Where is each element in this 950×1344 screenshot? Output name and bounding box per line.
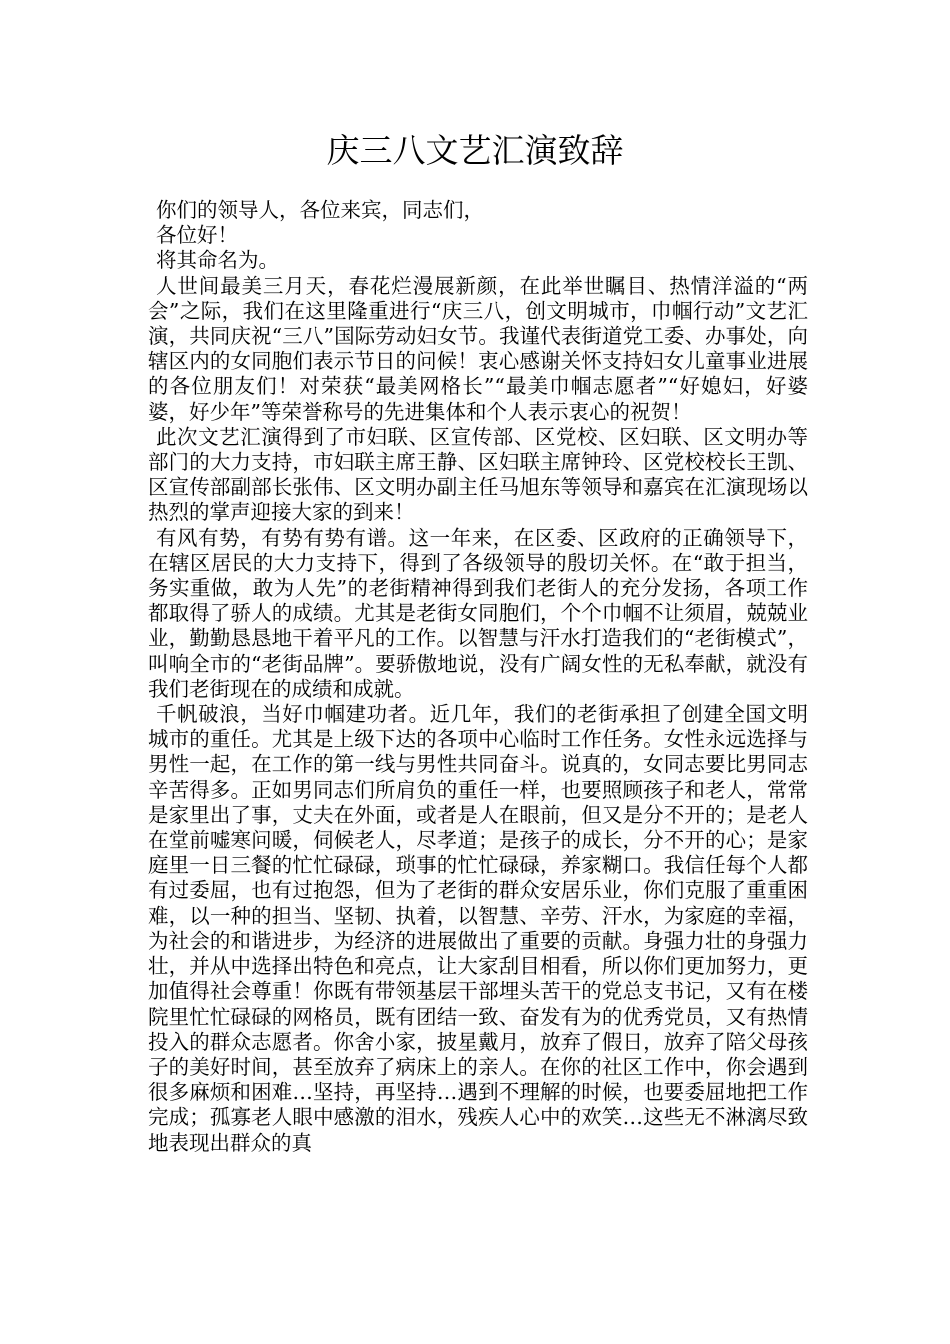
paragraph-contributions: 千帆破浪，当好巾帼建功者。近几年，我们的老街承担了创建全国文明城市的重任。尤其是上级下达的各项中心临时工作任务。女性永远选择与男性一起，在工作的第一线与男性共同奋斗。说真的，女同志要比男同志辛苦得多。正如男同志们所肩负的重任一样，也要照顾孩子和老人，常常是家里出了事，丈夫在外面，或者是人在眼前，但又是分不开的；是老人在堂前嘘寒问暖，伺候老人，尽孝道；是孩子的成长，分不开的心；是家庭里一日三餐的忙忙碌碌，琐事的忙忙碌碌，养家糊口。我信任每个人都有过委屈，也有过抱怨，但为了老街的群众安居乐业，你们克服了重重困难，以一种的担当、坚韧、执着，以智慧、辛劳、汗水，为家庭的幸福，为社会的和谐进步，为经济的进展做出了重要的贡献。身强力壮的身强力壮，并从中选择出特色和亮点，让大家刮目相看，所以你们更加努力，更加值得社会尊重！你既有带领基层干部埋头苦干的党总支书记，又有在楼院里忙忙碌碌的网格员，既有团结一致、奋发有为的优秀党员，又有热情投入的群众志愿者。你舍小家，披星戴月，放弃了假日，放弃了陪父母孩子的美好时间，甚至放弃了病床上的亲人。在你的社区工作中，你会遇到很多麻烦和困难…坚持，再坚持…遇到不理解的时候，也要委屈地把工作完成；孤寡老人眼中感激的泪水，残疾人心中的欢笑…这些无不淋漓尽致地表现出群众的真 bbox=[148, 702, 808, 1155]
paragraph-greeting: 你们的领导人，各位来宾，同志们， bbox=[156, 198, 484, 222]
paragraph-opening: 人世间最美三月天，春花烂漫展新颜，在此举世瞩目、热情洋溢的“两会”之际，我们在这里隆重进行“庆三八，创文明城市，巾帼行动”文艺汇演，共同庆祝“三八”国际劳动妇女节。我谨代表街道党工委、办事处，向辖区内的女同胞们表示节日的问候！衷心感谢关怀支持妇女儿童事业进展的各位朋友们！对荣获“最美网格长”“最美巾帼志愿者”“好媳妇，好婆婆，好少年”等荣誉称号的先进集体和个人表示衷心的祝贺！ bbox=[148, 273, 808, 424]
document-body bbox=[148, 198, 808, 1156]
paragraph-achievements: 有风有势，有势有势有谱。这一年来，在区委、区政府的正确领导下，在辖区居民的大力支持下，得到了各级领导的殷切关怀。在“敢于担当，务实重做，敢为人先”的老街精神得到我们老街人的充分发扬，各项工作都取得了骄人的成绩。尤其是老街女同胞们，个个巾帼不让须眉，兢兢业业，勤勤恳恳地干着平凡的工作。以智慧与汗水打造我们的“老街模式”，叫响全市的“老街品牌”。要骄傲地说，没有广阔女性的无私奉献，就没有我们老街现在的成绩和成就。 bbox=[148, 525, 808, 701]
paragraph-hello: 各位好！ bbox=[156, 223, 238, 248]
document-title: 庆三八文艺汇演致辞 bbox=[326, 131, 624, 170]
paragraph-naming: 将其命名为。 bbox=[156, 248, 279, 273]
paragraph-support: 此次文艺汇演得到了市妇联、区宣传部、区党校、区妇联、区文明办等部门的大力支持，市妇联主席王静、区妇联主席钟玲、区党校校长王凯、区宣传部副部长张伟、区文明办副主任马旭东等领导和嘉宾在汇演现场以热烈的掌声迎接大家的到来！ bbox=[148, 424, 808, 525]
